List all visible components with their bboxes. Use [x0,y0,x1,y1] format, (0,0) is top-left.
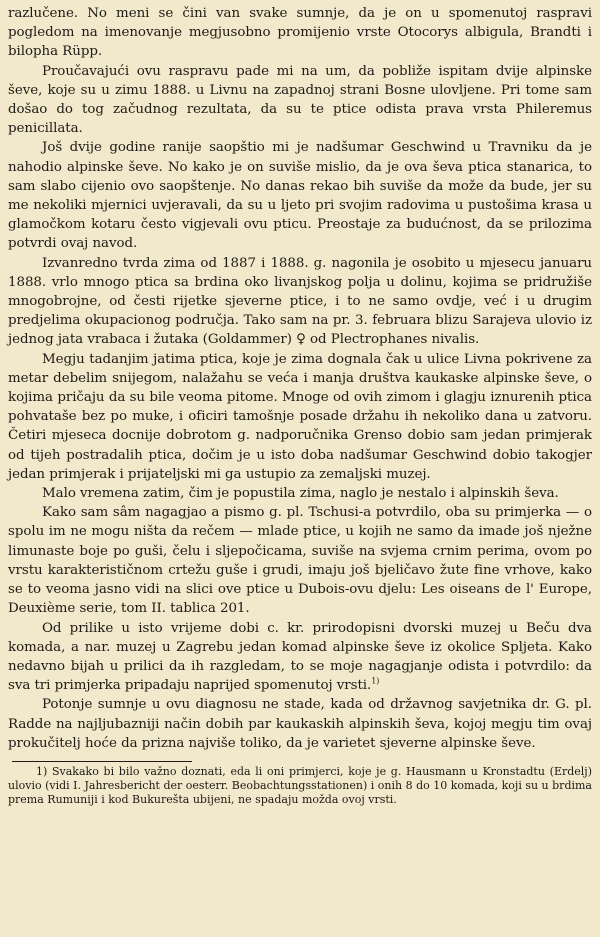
footnote-divider [12,761,192,762]
footnote-reference: 1) [371,676,380,686]
paragraph-9: Potonje sumnje u ovu diagnosu ne stade, kada od državnog savjetnika dr. G. pl. Radde na najljubazniji način dobih par kaukaskih alpinskih ševa, kojoj megju tim ovaj prokučitelj hoće da prizna najviše toliko, da je varietet sjeverne alpinske ševe. [8,697,592,751]
paragraph-8-text: Od prilike u isto vrijeme dobi c. kr. prirodopisni dvorski muzej u Beču dva komada, a nar. muzej u Zagrebu jedan komad alpinske ševe iz okolice Spljeta. Kako nedavno bijah u prilici da ih razgledam, to se moje nagagjanje odista i potvrdilo: da sva tri primjerka pripadaju naprijed spomenutoj vrsti. [8,620,592,694]
footnote: 1) Svakako bi bilo važno doznati, eda li oni primjerci, koje je g. Hausmann u Kronstadtu (Erdelj) ulovio (vidi I. Jahresbericht der oesterr. Beobachtungsstationen) i onih 8 do 10 komada, koji su u brdima prema Rumuniji i kod Bukurešta ubijeni, ne spadaju možda ovoj vrsti. [8,764,592,806]
paragraph-4: Izvanredno tvrda zima od 1887 i 1888. g. nagonila je osobito u mjesecu januaru 1888. vrlo mnogo ptica sa brdina oko livanjskog polja u dolinu, kojima se pridružiše mnogobrojne, od česti rijetke sjeverne ptice, i to ne samo ovdje, već i u drugim predjelima okupacionog područja. Tako sam na pr. 3. februara blizu Sarajeva ulovio iz jednog jata vrabaca i žutaka (Goldammer) ♀ od Plectrophanes nivalis. [8,255,592,348]
paragraph-1: razlučene. No meni se čini van svake sumnje, da je on u spomenutoj raspravi pogledom na imenovanje megjusobno promijenio vrste Otocorys albigula, Brandti i bilopha Rüpp. [8,6,592,60]
paragraph-8 [8,619,592,696]
paragraph-3: Još dvije godine ranije saopštio mi je nadšumar Geschwind u Travniku da je nahodio alpinske ševe. No kako je on suviše mislio, da je ova ševa ptica stanarica, to sam slabo cijenio ovo saopštenje. No danas rekao bih suviše da može da bude, jer su me nekoliki mjernici uvjeravali, da su u ljeto pri svojim radovima u pustošima krasa u glamočkom kotaru često vigjevali ovu pticu. Preostaje za budućnost, da se prilozima potvrdi ovaj navod. [8,140,592,252]
paragraph-6: Malo vremena zatim, čim je popustila zima, naglo je nestalo i alpinskih ševa. [42,486,559,502]
paragraph-5: Megju tadanjim jatima ptica, koje je zima dognala čak u ulice Livna pokrivene za metar debelim snijegom, nalažahu se veća i manja društva kaukaske alpinske ševe, o kojima pričaju da su bile veoma pitome. Mnoge od ovih zimom i glagju iznurenih ptica pohvataše bez po muke, i oficiri tamošnje posade držahu ih nekoliko dana u zatvoru. Četiri mjeseca docnije dobrotom g. nadporučnika Grenso dobio sam jedan primjerak od tijeh postradalih ptica, dočim je u isto doba nadšumar Geschwind dobio takogjer jedan primjerak i prijateljski mi ga ustupio za zemaljski muzej. [8,351,592,482]
paragraph-2: Proučavajući ovu raspravu pade mi na um, da pobliže ispitam dvije alpinske ševe, koje su u zimu 1888. u Livnu na zapadnoj strani Bosne ulovljene. Pri tome sam došao do tog začudnog rezultata, da su te ptice odista prava vrsta Phileremus penicillata. [8,63,592,137]
paragraph-7: Kako sam sâm nagagjao a pismo g. pl. Tschusi-a potvrdilo, oba su primjerka — o spolu im ne mogu ništa da rečem — mlade ptice, u kojih ne samo da imade još nježne limunaste boje po guši, čelu i sljepočicama, suviše na svjema crnim perima, ovom po vrstu karakterističnom crtežu guše i grudi, imaju još bjeličavo žute fine vrhove, kako se to veoma jasno vidi na slici ove ptice u Dubois-ovu djelu: Les oiseans de l' Europe, Deuxième serie, tom II. tablica 201. [8,505,592,617]
